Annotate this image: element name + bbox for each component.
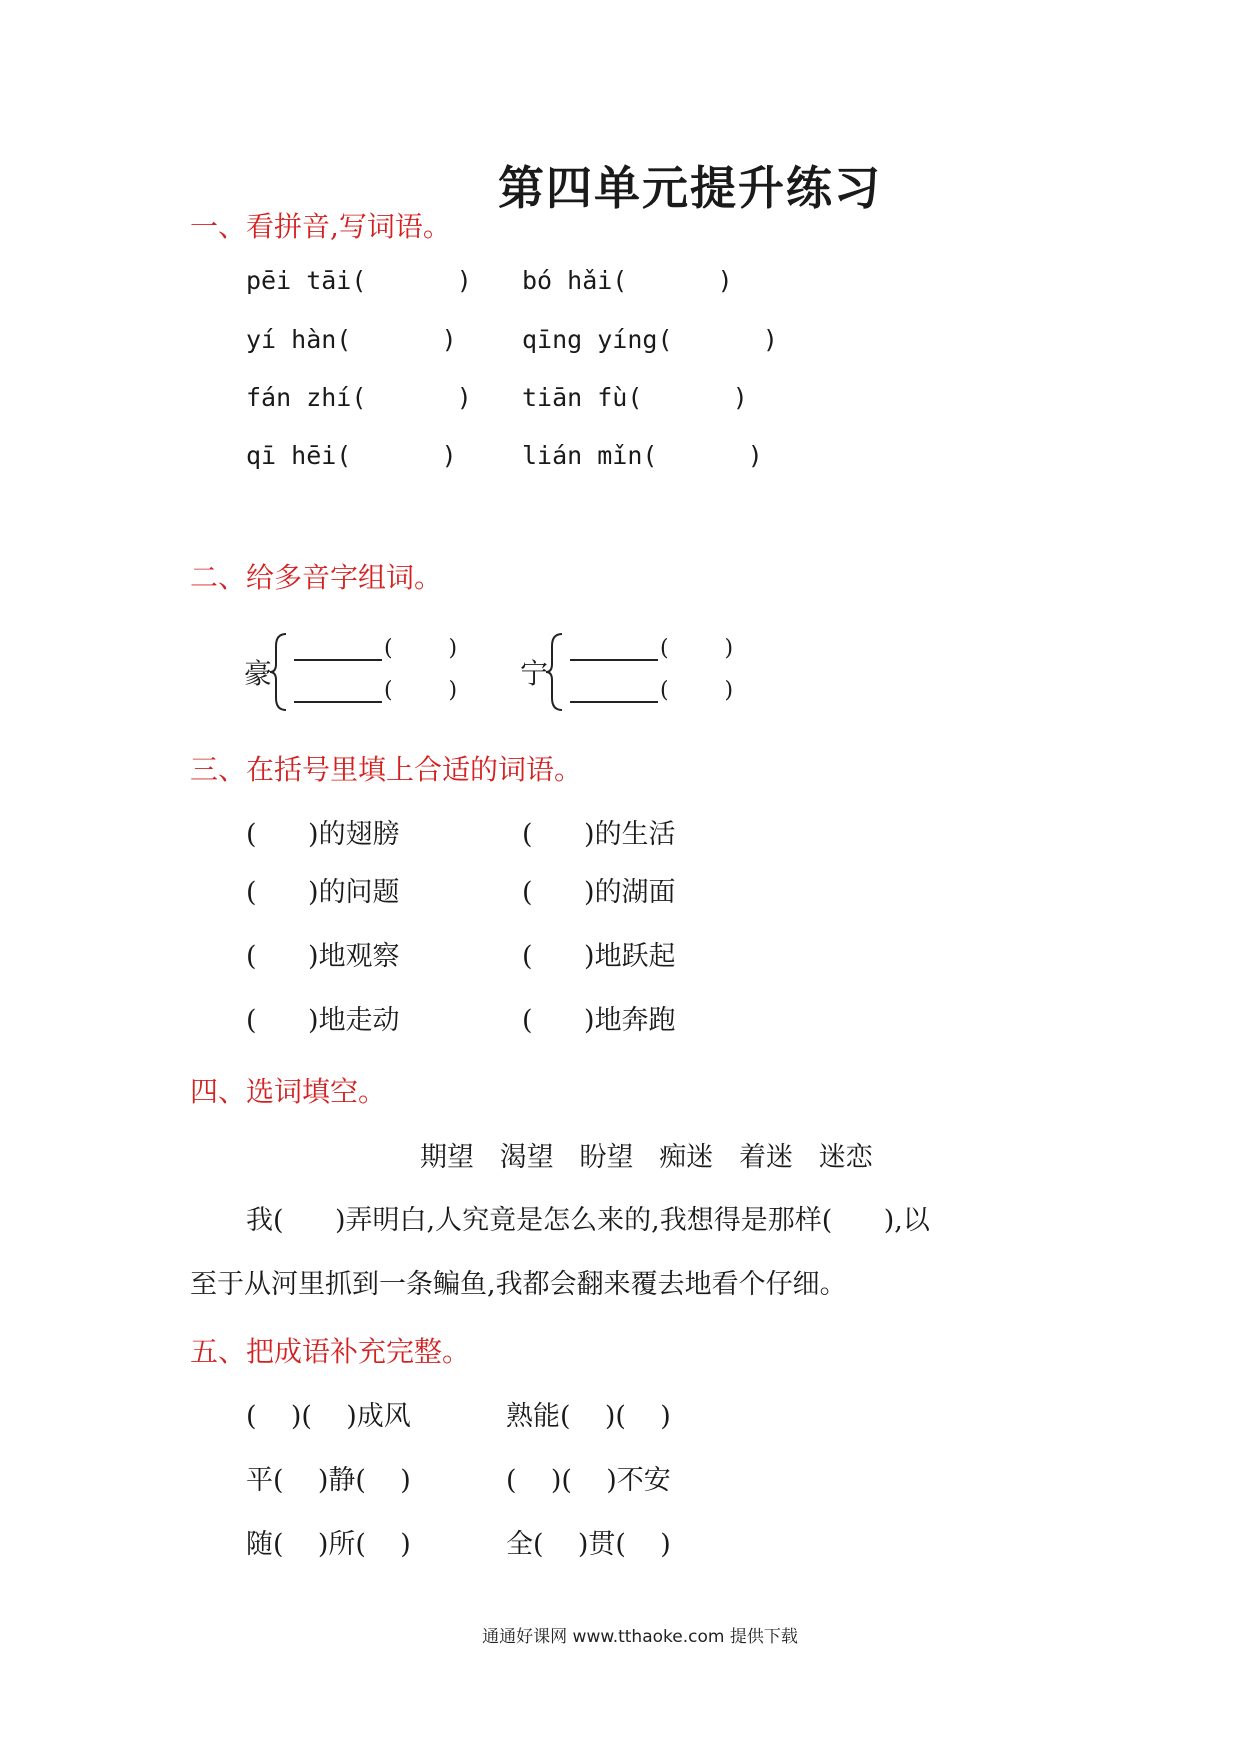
- pinyin-item: lián mǐn( ): [522, 441, 763, 470]
- fill-item: ( )地跃起: [522, 941, 676, 972]
- paren-blank: ( ): [384, 678, 458, 703]
- pinyin-item: bó hǎi( ): [522, 266, 733, 295]
- fill-item: ( )地奔跑: [522, 1005, 676, 1036]
- paren-blank: ( ): [660, 678, 734, 703]
- passage-line-1: 我( )弄明白,人究竟是怎么来的,我想得是那样( ),以: [246, 1205, 930, 1236]
- idiom-item: ( )( )成风: [246, 1401, 411, 1432]
- polyphone-blank-row: [294, 636, 457, 666]
- polyphone-blank-row: [570, 636, 733, 666]
- fill-item: ( )的湖面: [522, 877, 676, 908]
- blank-line: [570, 637, 658, 661]
- idiom-item: 随( )所( ): [246, 1529, 411, 1560]
- polyphone-blank-row: [570, 678, 733, 708]
- pinyin-item: qī hēi( ): [246, 441, 457, 470]
- section-4-heading: 四、选词填空。: [190, 1075, 387, 1108]
- polyphone-char: 宁: [520, 657, 549, 690]
- fill-item: ( )的问题: [246, 877, 400, 908]
- polyphone-group: [520, 632, 780, 712]
- blank-line: [570, 679, 658, 703]
- blank-line: [294, 637, 382, 661]
- fill-item: ( )的生活: [522, 819, 676, 850]
- passage-line-2: 至于从河里抓到一条鳊鱼,我都会翻来覆去地看个仔细。: [190, 1269, 847, 1300]
- paren-blank: ( ): [660, 636, 734, 661]
- polyphone-blank-row: [294, 678, 457, 708]
- fill-item: ( )的翅膀: [246, 819, 400, 850]
- fill-item: ( )地观察: [246, 941, 400, 972]
- idiom-item: ( )( )不安: [506, 1465, 671, 1496]
- pinyin-item: qīng yíng( ): [522, 325, 778, 354]
- brace-icon: [270, 632, 290, 712]
- pinyin-item: yí hàn( ): [246, 325, 457, 354]
- page-title: 第四单元提升练习: [498, 161, 882, 215]
- footer-credit: 通通好课网 www.tthaoke.com 提供下载: [482, 1627, 798, 1647]
- polyphone-group: [244, 632, 504, 712]
- section-1-heading: 一、看拼音,写词语。: [190, 210, 451, 243]
- paren-blank: ( ): [384, 636, 458, 661]
- blank-line: [294, 679, 382, 703]
- pinyin-item: fán zhí( ): [246, 383, 472, 412]
- idiom-item: 熟能( )( ): [506, 1401, 671, 1432]
- pinyin-item: tiān fù( ): [522, 383, 748, 412]
- idiom-item: 全( )贯( ): [506, 1529, 671, 1560]
- pinyin-item: pēi tāi( ): [246, 266, 472, 295]
- brace-icon: [546, 632, 566, 712]
- fill-item: ( )地走动: [246, 1005, 400, 1036]
- section-3-heading: 三、在括号里填上合适的词语。: [190, 753, 583, 786]
- idiom-item: 平( )静( ): [246, 1465, 411, 1496]
- section-2-heading: 二、给多音字组词。: [190, 561, 443, 594]
- section-5-heading: 五、把成语补充完整。: [190, 1335, 471, 1368]
- polyphone-char: 豪: [244, 657, 273, 690]
- word-bank: 期望 渴望 盼望 痴迷 着迷 迷恋: [420, 1142, 873, 1173]
